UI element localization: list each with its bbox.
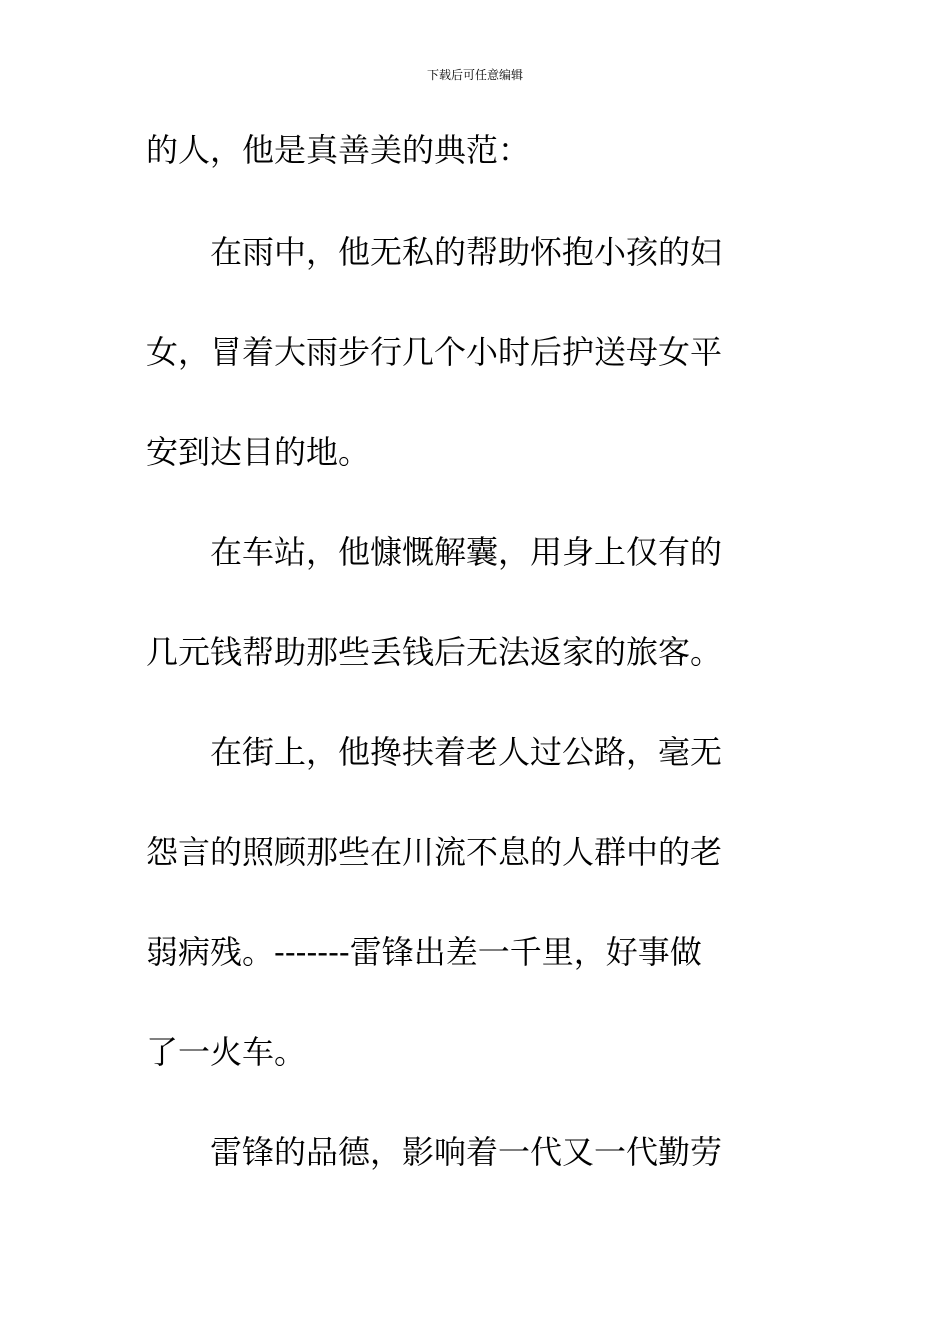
text-line: 几元钱帮助那些丢钱后无法返家的旅客。 <box>146 633 723 671</box>
page-header: 下载后可任意编辑 <box>426 68 523 82</box>
text-line: 了一火车。 <box>146 1033 307 1071</box>
text-line: 弱病残。-------雷锋出差一千里，好事做 <box>146 933 702 971</box>
text-line: 女，冒着大雨步行几个小时后护送母女平 <box>146 333 723 371</box>
text-line: 安到达目的地。 <box>146 433 371 471</box>
text-line: 的人，他是真善美的典范： <box>146 131 531 169</box>
text-line: 怨言的照顾那些在川流不息的人群中的老 <box>146 833 723 871</box>
text-line: 在雨中，他无私的帮助怀抱小孩的妇 <box>146 233 723 271</box>
text-line: 雷锋的品德，影响着一代又一代勤劳 <box>146 1133 723 1171</box>
text-line: 在车站，他慷慨解囊，用身上仅有的 <box>146 533 723 571</box>
text-line: 在街上，他搀扶着老人过公路，毫无 <box>146 733 723 771</box>
